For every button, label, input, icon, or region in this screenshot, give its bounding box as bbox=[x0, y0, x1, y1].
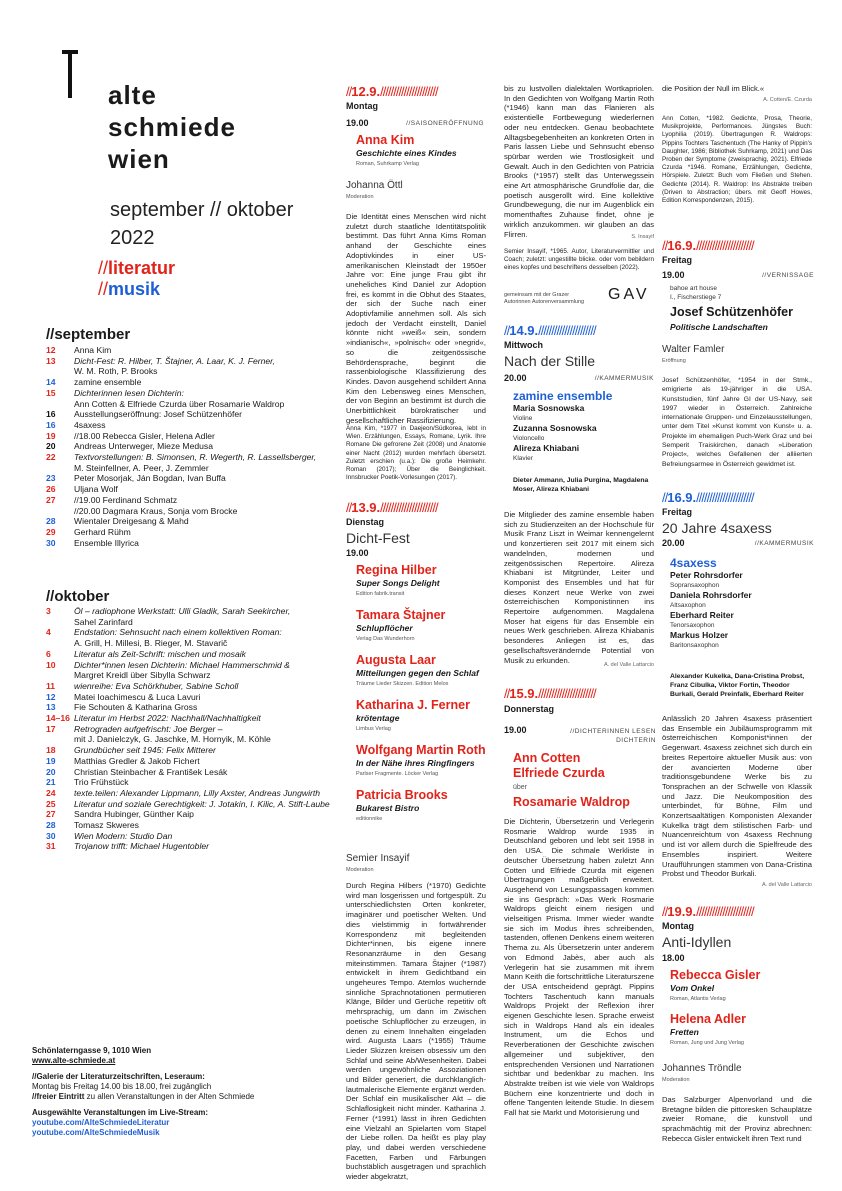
event-time: 20.00 bbox=[504, 373, 527, 383]
calendar-row bbox=[46, 377, 336, 388]
calendar-date: 26 bbox=[46, 484, 56, 495]
calendar-row bbox=[46, 670, 336, 681]
calendar-date: 14–16 bbox=[46, 713, 70, 724]
category-slash: // bbox=[98, 258, 109, 278]
calendar-row bbox=[46, 617, 336, 628]
reader-name: Regina Hilber bbox=[356, 563, 437, 577]
reader-name: Helena Adler bbox=[670, 1012, 746, 1026]
category-list bbox=[98, 258, 175, 300]
calendar-entry: Ensemble Illyrica bbox=[74, 537, 139, 548]
calendar-entry: //19.00 Ferdinand Schmatz bbox=[74, 494, 178, 505]
calendar-date bbox=[46, 670, 74, 681]
reader-name: Augusta Laar bbox=[356, 653, 436, 667]
reader-name: Katharina J. Ferner bbox=[356, 698, 470, 712]
moderator: Johanna Öttl bbox=[346, 180, 403, 191]
logo-line: wien bbox=[108, 144, 170, 174]
calendar-entry: Textvorstellungen: B. Simonsen, R. Wegerth, R. Lassellsberger, bbox=[74, 452, 317, 463]
publisher: Edition fabrik.transit bbox=[356, 591, 405, 597]
venue bbox=[670, 284, 721, 302]
calendar-entry: Matthias Gredler & Jakob Fichert bbox=[74, 755, 200, 766]
reader-name: Tamara Štajner bbox=[356, 608, 446, 622]
calendar-date bbox=[46, 734, 74, 745]
calendar-row bbox=[46, 606, 336, 617]
book-title: krötentage bbox=[356, 713, 400, 723]
calendar-row bbox=[46, 484, 336, 495]
moderator-label: Eröffnung bbox=[662, 358, 686, 364]
event-day: Freitag bbox=[662, 507, 693, 517]
event-tag: //VERNISSAGE bbox=[762, 272, 814, 279]
youtube-literatur-link[interactable]: youtube.com/AlteSchmiedeLiteratur bbox=[32, 1118, 170, 1127]
calendar-row bbox=[46, 660, 336, 671]
calendar-date: 27 bbox=[46, 809, 56, 820]
calendar-entry: Literatur und soziale Gerechtigkeit: J. Jotakin, I. Kilic, A. Stift-Laube bbox=[74, 798, 330, 809]
book-title: Mitteilungen gegen den Schlaf bbox=[356, 668, 479, 678]
calendar-date: 29 bbox=[46, 526, 56, 537]
calendar-date: 28 bbox=[46, 516, 56, 527]
reader-name: Rebecca Gisler bbox=[670, 968, 761, 982]
calendar-date: 17 bbox=[46, 723, 56, 734]
calendar-row bbox=[46, 409, 336, 420]
oktober-calendar bbox=[46, 606, 336, 852]
calendar-date: 19 bbox=[46, 755, 56, 766]
event-text-continued: bis zu lustvollen dialektalen Wortkapriolen. In den Gedichten von Wolfgang Martin Roth (*1946) kann man das Flanieren als existentielle Fortbewegung wiederlernen oder neu entdecken. Genau beobachtete Alltagsbegebenheiten an konkreten Orten in Paris lassen Liebe und Sehnsucht ebenso spürbar werden wie Trostlosigkeit und Gewalt. Auch in den Gedichten von Patricia Brooks (*1957) stellt das Unterwegssein eine Art atmosphärische Grundfolie dar, die poetisch ausgerollt wird. Eine kollektive Grundbewegung, die nur im Augenblick ein momenthaftes Zuhause findet, ohne je wirklich anzukommen. wir glauben an das Flirren. bbox=[504, 84, 654, 239]
calendar-date: 3 bbox=[46, 606, 51, 616]
september-title: //september bbox=[46, 326, 131, 343]
event-tag: //KAMMERMUSIK bbox=[594, 375, 654, 382]
calendar-date: 25 bbox=[46, 798, 56, 809]
uber-label: über bbox=[513, 784, 528, 791]
event-tag-line: //DICHTERINNEN LESEN bbox=[570, 728, 656, 735]
reader bbox=[670, 1012, 810, 1048]
author-bio: Ann Cotten, *1982. Gedichte, Prosa, Theorie, Musikprojekte, Performances. Jüngstes Buch: Lyophilia (2019). Übertragungen R. Waldrops: Pippins Tochters Taschentuch (The Hanky of Pippin's Daughter, 1986; Bibliothek Suhrkamp, 2021) und Das Proben der Symptome (zweisprachig, 2021). Elfriede Czurda *1946. Romane, Erzählungen, Gedichte, Hörspiele. Zuletzt: Buch vom Fließen und Stehen. Gedichte (2014). R. Waldrop: Ins Abstrakte treiben (Driven to Abstraction; übers. mit Geoff Howes, Edition Korrespondenzen, 2015). bbox=[662, 115, 812, 205]
calendar-entry: Ausstellungseröffnung: Josef Schützenhöfer bbox=[74, 409, 243, 420]
reader bbox=[356, 133, 486, 169]
event-day: Montag bbox=[346, 101, 378, 111]
performer-name: Zuzanna Sosnowska bbox=[513, 423, 597, 433]
event-date: //16.9.////////////////////// bbox=[662, 238, 754, 253]
calendar-date: 23 bbox=[46, 473, 56, 484]
event-date: //12.9.////////////////////// bbox=[346, 84, 438, 99]
calendar-row bbox=[46, 495, 336, 506]
moderator: Walter Famler bbox=[662, 344, 725, 355]
calendar-row bbox=[46, 516, 336, 527]
calendar-date: 12 bbox=[46, 691, 56, 702]
calendar-row bbox=[46, 441, 336, 452]
credit: A. Cotten/E. Czurda bbox=[763, 97, 812, 103]
exhibition-title: Politische Landschaften bbox=[670, 322, 768, 332]
category-label: literatur bbox=[108, 258, 176, 278]
reader-name: Wolfgang Martin Roth bbox=[356, 743, 486, 757]
calendar-row bbox=[46, 713, 336, 724]
calendar-date: 4 bbox=[46, 627, 51, 638]
calendar-date: 30 bbox=[46, 830, 56, 841]
calendar-date: 6 bbox=[46, 648, 51, 659]
calendar-date bbox=[46, 463, 74, 474]
calendar-row bbox=[46, 649, 336, 660]
calendar-entry: Sandra Hubinger, Günther Kaip bbox=[74, 809, 194, 820]
calendar-date: 14 bbox=[46, 377, 56, 388]
event-date: //14.9.////////////////////// bbox=[504, 323, 596, 338]
reader bbox=[356, 608, 491, 644]
publisher: Verlag Das Wunderhorn bbox=[356, 636, 415, 642]
calendar-entry: Andreas Unterweger, Mieze Medusa bbox=[74, 441, 214, 452]
book-title: In der Nähe ihres Ringfingers bbox=[356, 758, 475, 768]
youtube-musik-link[interactable]: youtube.com/AlteSchmiedeMusik bbox=[32, 1128, 160, 1137]
calendar-date: 31 bbox=[46, 841, 56, 852]
calendar-entry: Uljana Wolf bbox=[74, 484, 118, 495]
performer-list bbox=[513, 389, 653, 463]
calendar-date: 16 bbox=[46, 409, 56, 420]
calendar-row bbox=[46, 745, 336, 756]
performer-instrument: Violine bbox=[513, 415, 533, 422]
calendar-entry: //18.00 Rebecca Gisler, Helena Adler bbox=[74, 430, 215, 441]
calendar-date bbox=[46, 617, 74, 628]
reader-name: Patricia Brooks bbox=[356, 788, 448, 802]
credit: S. Insayif bbox=[631, 234, 654, 240]
calendar-row bbox=[46, 345, 336, 356]
reader-name: Ann Cotten bbox=[513, 751, 581, 765]
season bbox=[110, 196, 293, 252]
calendar-row bbox=[46, 627, 336, 638]
publisher: editionnike bbox=[356, 816, 383, 822]
calendar-row bbox=[46, 767, 336, 778]
season-months: september // oktober bbox=[110, 199, 294, 221]
performer-instrument: Sopransaxophon bbox=[670, 582, 720, 589]
calendar-date: 19 bbox=[46, 430, 56, 441]
season-year: 2022 bbox=[110, 227, 155, 249]
september-calendar bbox=[46, 345, 336, 548]
event-time: 19.00 bbox=[346, 548, 369, 558]
calendar-row bbox=[46, 724, 336, 735]
calendar-date bbox=[46, 399, 74, 410]
book-title: Super Songs Delight bbox=[356, 578, 440, 588]
venue-name: bahoe art house bbox=[670, 285, 717, 292]
calendar-date: 20 bbox=[46, 441, 56, 452]
calendar-date: 22 bbox=[46, 452, 56, 463]
calendar-date bbox=[46, 506, 74, 517]
calendar-row bbox=[46, 366, 336, 377]
author-bio: Anna Kim, *1977 in Daejeon/Südkorea, lebt in Wien. Erzählungen, Essays, Romane, Lyrik. Ihre Romane Die gefrorene Zeit (2008) und Anatomie einer Nacht (2012) wurden mehrfach übersetzt. Zuletzt erschien (u.a.): Die große Heimkehr. Roman (2017); Über die Beinglichkeit. Innsbrucker Poetik-Vorlesungen (2017). bbox=[346, 425, 486, 482]
calendar-date: 20 bbox=[46, 766, 56, 777]
free-entry-text: zu allen Veranstaltungen in der Alten Schmiede bbox=[84, 1092, 255, 1101]
calendar-entry: texte.teilen: Alexander Lippmann, Lilly Axster, Andreas Jungwirth bbox=[74, 787, 321, 798]
event-day: Montag bbox=[662, 921, 694, 931]
calendar-entry: Christian Steinbacher & František Lesák bbox=[74, 766, 228, 777]
logo-line: alte bbox=[108, 80, 157, 110]
calendar-row bbox=[46, 788, 336, 799]
performer-instrument: Tenorsaxophon bbox=[670, 622, 715, 629]
event-text: Die Identität eines Menschen wird nicht zuletzt durch staatliche Identitätspolitik bestimmt. Das führt Anna Kims Roman anhand der Geschichte eines Adoptivkindes in einer US-amerikanischen Kleinstadt der 1950er Jahre vor: Eine junge Frau gibt ihr uneheliches Kind Daniel zur Adoption frei, es kommt in die Obhut des Staates, der sich der Suche nach einer Adoptivfamilie annehmen soll. Als sich jedoch der Verdacht einstellt, Daniel könnte nicht »weiß« sein, sondern »indianisch«, »polnisch« oder »negrid«, so die zeitgenössische Behördensprache, beginnt die rassenbiologische Klassifizierung des Kindes. Davon ausgehend schildert Anna Kim den Lebensweg eines Menschen, der von Beginn an bestimmt ist durch die Unerbittlichkeit bürokratischer und gesellschaftlicher Rassifizierung. bbox=[346, 212, 486, 425]
publisher: Träume Lieder Skizzen. Edition Melos bbox=[356, 681, 449, 687]
event-title: 20 Jahre 4saxess bbox=[662, 520, 772, 536]
ensemble-name: 4saxess bbox=[670, 556, 717, 570]
calendar-row bbox=[46, 538, 336, 549]
credit: A. del Valle Lattarcio bbox=[603, 662, 654, 668]
gallery-hours: Montag bis Freitag 14.00 bis 18.00, frei zugänglich bbox=[32, 1082, 212, 1091]
calendar-entry: Wientaler Dreigesang & Mahd bbox=[74, 516, 189, 527]
performer-instrument: Altsaxophon bbox=[670, 602, 706, 609]
composer-list: Dieter Ammann, Julia Purgina, Magdalena Moser, Alireza Khiabani bbox=[513, 477, 649, 493]
calendar-entry: 4saxess bbox=[74, 419, 106, 430]
calendar-date: 12 bbox=[46, 345, 56, 355]
reader bbox=[356, 743, 491, 779]
event-day: Dienstag bbox=[346, 517, 385, 527]
calendar-row bbox=[46, 831, 336, 842]
performer-name: Peter Rohrsdorfer bbox=[670, 570, 743, 580]
free-entry: //freier Eintritt bbox=[32, 1092, 85, 1101]
calendar-date: 15 bbox=[46, 387, 56, 398]
reader-name: Rosamarie Waldrop bbox=[513, 795, 630, 809]
calendar-entry: Tomasz Skweres bbox=[74, 820, 139, 831]
calendar-row bbox=[46, 692, 336, 703]
performer-name: Alireza Khiabani bbox=[513, 443, 580, 453]
calendar-date: 28 bbox=[46, 820, 56, 831]
performer-name: Markus Holzer bbox=[670, 630, 729, 640]
publisher: Roman, Suhrkamp Verlag bbox=[356, 161, 419, 167]
website-link[interactable]: www.alte-schmiede.at bbox=[32, 1056, 116, 1065]
event-day: Donnerstag bbox=[504, 704, 555, 714]
calendar-row bbox=[46, 841, 336, 852]
moderator-label: Moderation bbox=[346, 194, 374, 200]
calendar-date: 30 bbox=[46, 537, 56, 548]
reader bbox=[670, 968, 810, 1004]
category-slash: // bbox=[98, 279, 109, 299]
calendar-entry: Wien Modern: Studio Dan bbox=[74, 830, 173, 841]
calendar-row bbox=[46, 452, 336, 463]
calendar-date: 13 bbox=[46, 355, 56, 366]
event-day: Mittwoch bbox=[504, 340, 543, 350]
calendar-row bbox=[46, 756, 336, 767]
category-item bbox=[98, 258, 175, 279]
event-date: //16.9.////////////////////// bbox=[662, 490, 754, 505]
calendar-date: 13 bbox=[46, 702, 56, 713]
reader-list bbox=[513, 751, 653, 810]
calendar-row bbox=[46, 527, 336, 538]
event-date: //13.9.////////////////////// bbox=[346, 500, 438, 515]
reader bbox=[356, 563, 491, 599]
calendar-row bbox=[46, 463, 336, 474]
event-time: 19.00 bbox=[662, 270, 685, 280]
logo-line: schmiede bbox=[108, 112, 236, 142]
event-text: Die Dichterin, Übersetzerin und Verlegerin Rosmarie Waldrop wurde 1935 in Deutschland geboren und lebt seit 1958 in den USA. Die schmale Werkliste in deutscher Übersetzung haben zuletzt Ann Cotten und Elfriede Czurda mit eigenen Übertragungen maßgeblich erweitert. Ausgehend von Lesungspassagen kommen sie ins Gespräch: »Das Werk Rosmarie Waldrops gleicht einem riesigen und vielseitigen Prisma. Immer wieder wandte sie sich im Modus ihres schreibenden, tastenden, offenen Denkens einem weiteren Thema zu. Als Übersetzerin unter anderem von Edmond Jabès, aber auch als Verlegerin hat sie zusammen mit ihrem Mann Keith die fortschrittliche Literaturszene der USA entscheidend geprägt. Pippins Tochters Taschentuch kann manuals Waldrops Projekt der Reflexion ihrer eigenen Geschichte lesen. Sprache erweist sich in Waldrops Hand als ein ideales Instrument, um die Echos und Reverberationen der Geschichte zwischen allgemeiner und subjektiver, den entsprechenden Versionen und Narrationen sichtbar und bedenkbar zu machen. Ins Abstrakte treiben ist wie viele von Waldrops Büchern eine konzentrierte und doch in offene Tangenten leitende Studie. In diesem Fall hat sie Markt und Motorisierung und bbox=[504, 817, 654, 1118]
calendar-row bbox=[46, 809, 336, 820]
event-title: Nach der Stille bbox=[504, 353, 596, 369]
calendar-entry: Anna Kim bbox=[74, 345, 112, 355]
calendar-row bbox=[46, 777, 336, 788]
composer-list: Alexander Kukelka, Dana-Cristina Probst, Franz Cibulka, Viktor Fortin, Theodor Burkali, Gerald Preinfalk, Eberhard Reiter bbox=[670, 673, 805, 698]
calendar-entry: Öl – radiophone Werkstatt: Ulli Gladik, Sarah Seekircher, bbox=[74, 606, 291, 616]
performer-list bbox=[670, 556, 810, 650]
calendar-row bbox=[46, 702, 336, 713]
calendar-row bbox=[46, 388, 336, 399]
calendar-date: 21 bbox=[46, 777, 56, 788]
calendar-date: 10 bbox=[46, 659, 56, 670]
book-title: Vom Onkel bbox=[670, 983, 715, 993]
publisher: Parlser Fragmente. Löcker Verlag bbox=[356, 771, 439, 777]
event-date: //19.9.////////////////////// bbox=[662, 904, 754, 919]
calendar-entry: wienreihe: Eva Schörkhuber, Sabine Scholl bbox=[74, 680, 239, 691]
reader-list bbox=[356, 563, 491, 833]
event-title: Dicht-Fest bbox=[346, 530, 410, 546]
event-title: Anti-Idyllen bbox=[662, 934, 732, 950]
reader-list bbox=[670, 968, 810, 1056]
event-text: Die Mitglieder des zamine ensemble haben sich zu Studienzeiten an der Hochschule für Musik Franz Liszt in Weimar kennengelernt und konzertieren seit 2017 mit einem sich wandelnden, modernen und zeitgenössischen Repertoire. Alireza Khiabani ist Mitgründer, Leiter und Komponist des Ensembles und hat für dieses Konzert neue Werke von zwei österreichischen Komponistinnen ins Repertoire aufgenommen. Magdalena Moser hat eigens für das Ensemble ein neues Werk geschrieben. Alireza Khiabanis besonderes Anliegen ist es, das gesellschaftsverändernde Potential von Musik zu erkunden. bbox=[504, 510, 654, 665]
address: Schönlaterngasse 9, 1010 Wien bbox=[32, 1046, 152, 1055]
performer-name: Daniela Rohrsdorfer bbox=[670, 590, 752, 600]
venue-address: I., Fischerstiege 7 bbox=[670, 294, 722, 301]
calendar-row bbox=[46, 420, 336, 431]
moderator: Semier Insayif bbox=[346, 853, 410, 864]
event-tag: //SAISONERÖFFNUNG bbox=[406, 120, 484, 127]
performer-instrument: Baritonsaxophon bbox=[670, 642, 719, 649]
calendar-row bbox=[46, 638, 336, 649]
book-title: Geschichte eines Kindes bbox=[356, 148, 457, 158]
event-time: 20.00 bbox=[662, 538, 685, 548]
performer-name: Eberhard Reiter bbox=[670, 610, 734, 620]
book-title: Bukarest Bistro bbox=[356, 803, 420, 813]
calendar-row bbox=[46, 431, 336, 442]
logo-t-mark bbox=[62, 50, 78, 100]
publisher: Roman, Jung und Jung Verlag bbox=[670, 1040, 744, 1046]
reader-name: Anna Kim bbox=[356, 133, 415, 147]
calendar-row bbox=[46, 473, 336, 484]
artist-name: Josef Schützenhöfer bbox=[670, 305, 793, 319]
calendar-row bbox=[46, 734, 336, 745]
performer-instrument: Violoncello bbox=[513, 435, 545, 442]
moderator: Johannes Tröndle bbox=[662, 1063, 742, 1074]
calendar-row bbox=[46, 356, 336, 367]
calendar-entry: Dichterinnen lesen Dichterin: bbox=[74, 387, 184, 398]
reader bbox=[356, 788, 491, 824]
book-title: Schlupflöcher bbox=[356, 623, 413, 633]
calendar-entry: Retrograden aufgefrischt: Joe Berger – bbox=[74, 723, 223, 734]
event-text-continued: die Position der Null im Blick.« bbox=[662, 84, 765, 93]
calendar-row bbox=[46, 399, 336, 410]
calendar-entry: //20.00 Dagmara Kraus, Sonja vom Brocke bbox=[74, 505, 238, 516]
author-bio: Semier Insayif, *1965. Autor, Literaturvermittler und Coach; zuletzt: ungestillte blicke. oder vom bebildern eines kopfes und beschriftens desselben (2022). bbox=[504, 248, 654, 272]
category-item bbox=[98, 279, 175, 300]
calendar-row bbox=[46, 506, 336, 517]
calendar-date bbox=[46, 638, 74, 649]
stream-title: Ausgewählte Veranstaltungen im Live-Stream: bbox=[32, 1108, 209, 1117]
event-tag-line: DICHTERIN bbox=[616, 737, 656, 744]
calendar-entry: Trojanow trifft: Michael Hugentobler bbox=[74, 841, 210, 852]
publisher: Limbus Verlag bbox=[356, 726, 391, 732]
calendar-row bbox=[46, 681, 336, 692]
calendar-entry: Trio Frühstück bbox=[74, 777, 129, 788]
calendar-date bbox=[46, 366, 74, 377]
reader-name: Elfriede Czurda bbox=[513, 766, 605, 780]
calendar-entry: Matei Ioachimescu & Luca Lavuri bbox=[74, 691, 201, 702]
event-time: 19.00 bbox=[346, 118, 369, 128]
calendar-entry: Literatur im Herbst 2022: Nachhall/Nachhaltigkeit bbox=[74, 713, 261, 724]
moderator-label: Moderation bbox=[662, 1077, 690, 1083]
calendar-entry: Margret Kreidl über Sibylla Schwarz bbox=[74, 670, 211, 681]
gav-logo: GAV bbox=[608, 286, 650, 303]
calendar-entry: Gerhard Rühm bbox=[74, 526, 131, 537]
calendar-entry: Grundbücher seit 1945: Felix Mitterer bbox=[74, 745, 216, 756]
event-text: Das Salzburger Alpenvorland und die Bretagne bilden die pittoresken Schauplätze zweier Romane, die kunstvoll und sprachmächtig mit der Provinz abrechnen: Rebecca Gisler entwickelt ihren Text rund bbox=[662, 1095, 812, 1143]
gallery-title: //Galerie der Literaturzeitschriften, Leseraum: bbox=[32, 1072, 205, 1081]
calendar-entry: mit J. Danielczyk, G. Jaschke, M. Hornyik, M. Köhle bbox=[74, 734, 271, 745]
performer-instrument: Klavier bbox=[513, 455, 533, 462]
credit: A. del Valle Lattarcio bbox=[761, 882, 812, 888]
event-text: Josef Schützenhöfer, *1954 in der Stmk., emigrierte als 19-jähriger in die USA. Kunststudien, fünf Jahre GI der US-Navy, seit 1997 wieder in Österreich. Zahlreiche internationale Gruppen- und Einzelausstellungen, unter dem Titel »Kunst kommt von Kunst« u. a. Projekte im ehemaligen Puch-Werk Graz und bei Semperit Traiskirchen, danach »Liberation Project«, welches Gefallenen der alliierten Befreiungsarmee in Österreich gewidmet ist. bbox=[662, 377, 812, 468]
category-label: musik bbox=[108, 279, 161, 299]
publisher: Roman, Atlantis Verlag bbox=[670, 996, 726, 1002]
calendar-entry: Fie Schouten & Katharina Gross bbox=[74, 702, 198, 713]
calendar-date: 16 bbox=[46, 419, 56, 430]
calendar-date: 18 bbox=[46, 745, 56, 756]
calendar-entry: Peter Mosorjak, Ján Bogdan, Ivan Buffa bbox=[74, 473, 226, 484]
calendar-entry: Ann Cotten & Elfriede Czurda über Rosamarie Waldrop bbox=[74, 398, 285, 409]
performer-name: Maria Sosnowska bbox=[513, 403, 585, 413]
event-tag: //KAMMERMUSIK bbox=[754, 540, 814, 547]
calendar-date: 11 bbox=[46, 680, 56, 691]
event-time: 19.00 bbox=[504, 725, 527, 735]
calendar-entry: W. M. Roth, P. Brooks bbox=[74, 366, 158, 377]
reader bbox=[356, 698, 491, 734]
event-date: //15.9.////////////////////// bbox=[504, 686, 596, 701]
event-text: Durch Regina Hilbers (*1970) Gedichte wird man losgerissen und fortgespült. Zu unterschiedlichsten Orten konkreter, imaginärer und poetischer Welten. Und dies vielstimmig in fortwährender Korrespondenz mit begleitenden Dichter*innen, bis eigene innere Resonanzräume in den Gesang miteinstimmen. Tamara Štajner (*1987) entwickelt in ihrem Gedichtband ein ungeheures Tempo. Atemlos wuchernde sinnliche Sprachnotationen permutieren Klänge, Bilder und Gerüche repetitiv oft mehrsprachig, um dann im Zwischen poetische Schlupflöcher zu erzeugen, in denen zu einem Innehalten eingeladen wird. Augusta Laars (*1955) Träume Lieder Skizzen kreisen obsessiv um den Schlaf und seine Ab/Wesenheiten. Dabei werden ungewöhnliche Assoziationen und Bilder generiert, die durchklanglich-lautmalerische Elemente ergänzt werden. Der Schlaf ein musikalischer Akt – die Schlaflosigkeit nicht minder. Katharina J. Ferner (*1991) lässt in ihren Gedichten eine Vielzahl an Spielarten vom Stapel der Liebe rollen. Da heißt es play play play, und dabei werden verschiedene Facetten, Farben und Färbungen buchstäblich ausgetragen und sprachlich wieder abgekratzt, bbox=[346, 881, 486, 1182]
calendar-entry: zamine ensemble bbox=[74, 377, 142, 388]
calendar-date: 27 bbox=[46, 494, 56, 505]
calendar-entry: Dicht-Fest: R. Hilber, T. Štajner, A. Laar, K. J. Ferner, bbox=[74, 355, 275, 366]
partner-note-line: gemeinsam mit der Grazer bbox=[504, 292, 570, 298]
ensemble-name: zamine ensemble bbox=[513, 389, 613, 403]
calendar-entry: Literatur als Zeit-Schrift: mischen und mosaik bbox=[74, 648, 246, 659]
event-tag bbox=[560, 727, 656, 745]
oktober-title: //oktober bbox=[46, 588, 110, 605]
calendar-date: 24 bbox=[46, 787, 56, 798]
calendar-entry: A. Grill, H. Millesi, B. Rieger, M. Stavarič bbox=[74, 638, 228, 649]
moderator-label: Moderation bbox=[346, 867, 374, 873]
event-day: Freitag bbox=[662, 255, 693, 265]
calendar-entry: M. Steinfellner, A. Peer, J. Zemmler bbox=[74, 462, 209, 473]
event-text: Anlässlich 20 Jahren 4saxess präsentiert das Ensemble ein Jubiläumsprogramm mit österreichischen Komponist*innen der Gegenwart. 4saxess zeichnet sich durch ein breites Repertoire aktueller Musik aus: von der avancierten Moderne über traditionsgebundene Werke bis zu Tonsprachen an der Schwelle von Klassik und Jazz. Die Neukomposition des unterbindet, für Bühne, Film und Konzertsaaltätigen Komponisten Alexander Kukelka trägt dem stilistischen Farb- und Nuancenreichtum von 4saxess Rechnung und ist vor allem durch die Spielfreude des Ensembles inspiriert. Weitere Uraufführungen stammen von Dana-Cristina Probst und Theodor Burkali. bbox=[662, 714, 812, 879]
calendar-entry: Sahel Zarinfard bbox=[74, 616, 133, 627]
event-time: 18.00 bbox=[662, 953, 685, 963]
reader bbox=[356, 653, 491, 689]
calendar-entry: Endstation: Sehnsucht nach einem kollektiven Roman: bbox=[74, 627, 282, 638]
partner-note-line: Autorinnen Autorenversammlung bbox=[504, 299, 585, 305]
calendar-row bbox=[46, 820, 336, 831]
calendar-entry: Dichter*innen lesen Dichterin: Michael Hammerschmid & bbox=[74, 659, 290, 670]
footer bbox=[32, 1046, 254, 1138]
partner-note bbox=[504, 292, 584, 306]
calendar-row bbox=[46, 799, 336, 810]
book-title: Fretten bbox=[670, 1027, 699, 1037]
